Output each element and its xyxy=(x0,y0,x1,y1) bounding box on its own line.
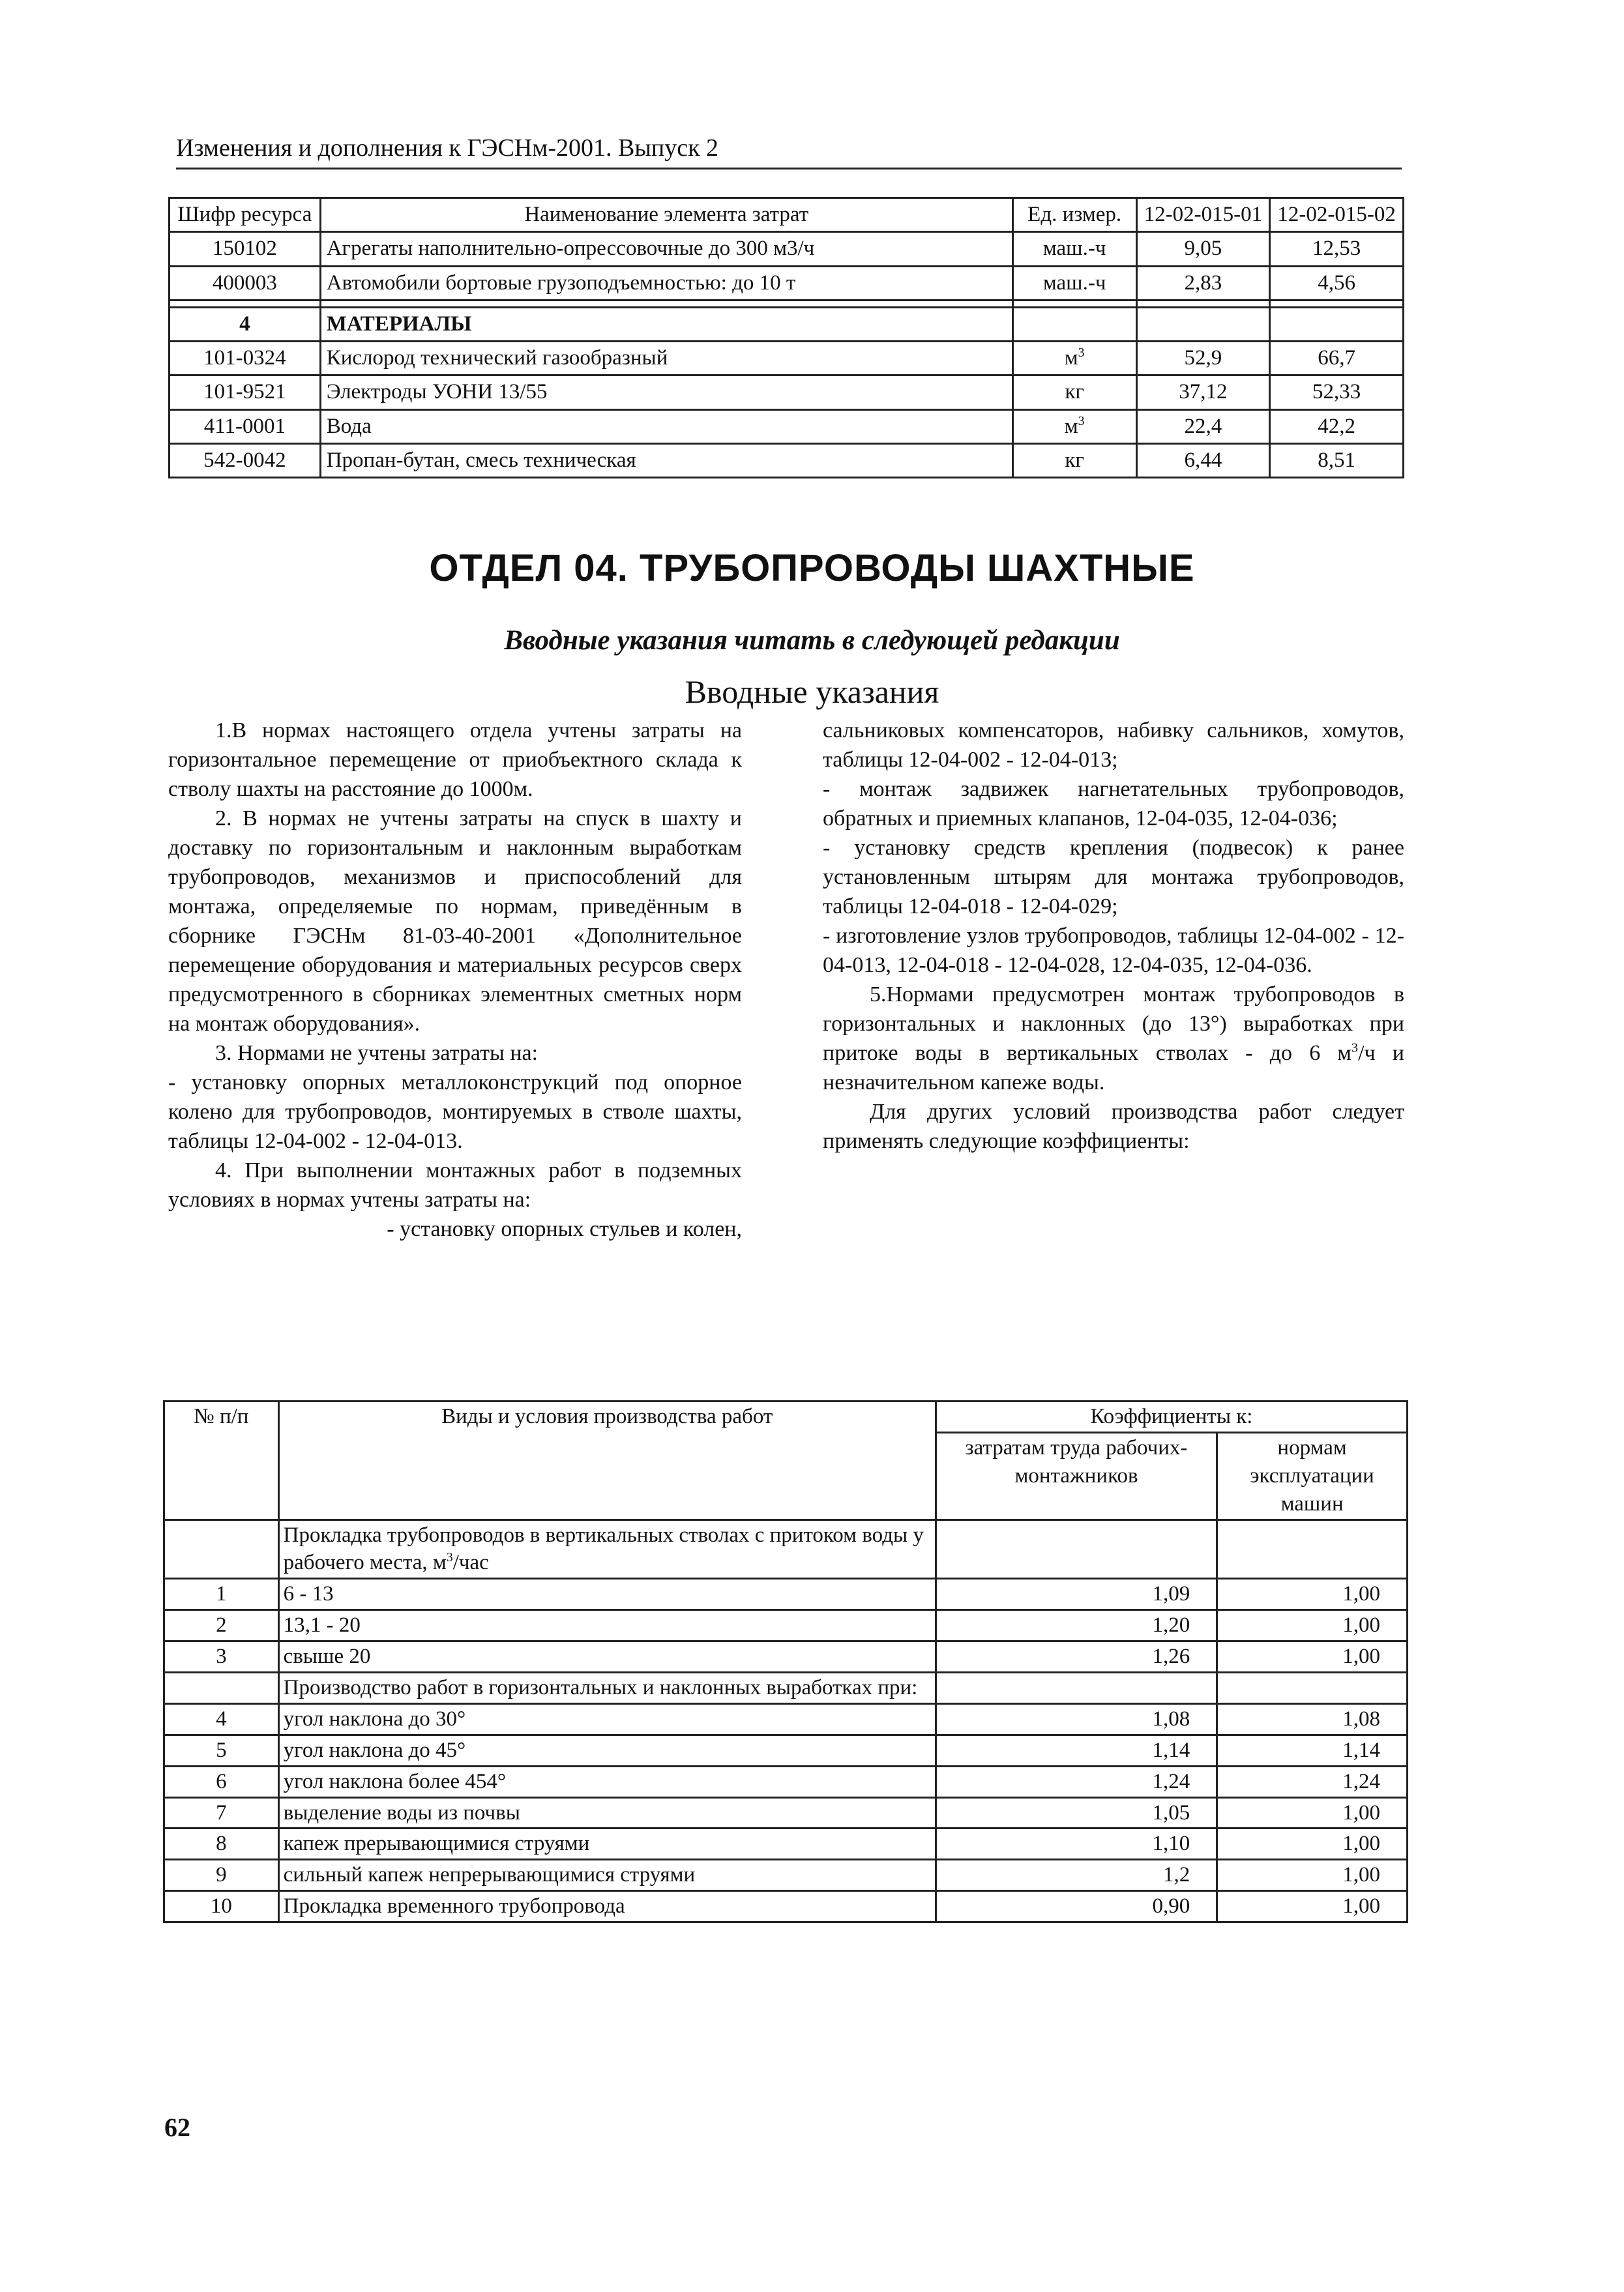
work-condition: капеж прерывающимися струями xyxy=(278,1829,936,1860)
intro-paragraph: - установку средств крепления (подвесок) к ранее установленным штырям для монтажа трубопроводов, таблицы 12-04-018 - 12-04-029; xyxy=(823,836,1404,918)
work-condition: угол наклона до 30° xyxy=(278,1703,936,1735)
materials-group-row xyxy=(170,307,1404,341)
intro-paragraph: - установку опорных стульев и колен, xyxy=(387,1217,742,1241)
intro-paragraph: - изготовление узлов трубопроводов, таблицы 12-04-002 - 12-04-013, 12-04-018 - 12-04-028, 12-04-035, 12-04-036. xyxy=(823,924,1404,977)
unit-text: кг xyxy=(1065,448,1084,472)
resource-code: 542-0042 xyxy=(170,443,321,477)
resource-code: 101-0324 xyxy=(170,342,321,375)
intro-paragraph: 4. При выполнении монтажных работ в подземных условиях в нормах учтены затраты на: xyxy=(168,1158,742,1212)
row-number: 2 xyxy=(164,1610,279,1641)
row-number: 3 xyxy=(164,1641,279,1673)
group1-text: Прокладка трубопроводов в вертикальных стволах с притоком воды у рабочего места, м xyxy=(283,1523,924,1575)
resource-value-a: 37,12 xyxy=(1136,375,1270,409)
labor-coefficient: 0,90 xyxy=(936,1891,1217,1922)
resource-unit: маш.-ч xyxy=(1012,232,1136,266)
labor-coefficient: 1,09 xyxy=(936,1579,1217,1610)
machine-coefficient: 1,00 xyxy=(1217,1891,1408,1922)
resource-unit xyxy=(1012,342,1136,375)
table-row xyxy=(170,375,1404,409)
intro-right-column xyxy=(823,716,1404,1156)
resource-code: 400003 xyxy=(170,266,321,300)
machine-coefficient: 1,08 xyxy=(1217,1703,1408,1735)
table-row xyxy=(164,1891,1408,1922)
row-number: 6 xyxy=(164,1766,279,1797)
labor-coefficient: 1,14 xyxy=(936,1735,1217,1766)
group1-label xyxy=(278,1520,936,1579)
table-row xyxy=(164,1829,1408,1860)
row-number: 5 xyxy=(164,1735,279,1766)
work-condition: сильный капеж непрерывающимися струями xyxy=(278,1860,936,1891)
intro-paragraph-5 xyxy=(823,980,1404,1097)
col-name-header: Наименование элемента затрат xyxy=(320,198,1012,232)
resource-value-b: 4,56 xyxy=(1270,266,1404,300)
resource-value-a: 2,83 xyxy=(1136,266,1270,300)
intro-paragraph: - установку опорных металлоконструкций под опорное колено для трубопроводов, монтируемых в стволе шахты, таблицы 12-04-002 - 12-04-013. xyxy=(168,1070,742,1153)
coef-group-row xyxy=(164,1520,1408,1579)
resource-code: 411-0001 xyxy=(170,409,321,443)
coefficients-table xyxy=(163,1400,1408,1923)
unit-text: кг xyxy=(1065,380,1084,404)
labor-coefficient: 1,26 xyxy=(936,1641,1217,1673)
table-row xyxy=(164,1641,1408,1673)
row-number: 4 xyxy=(164,1703,279,1735)
intro-paragraph: 1.В нормах настоящего отдела учтены затраты на горизонтальное перемещение от приобъектного склада к стволу шахты на расстояние до 1000м. xyxy=(168,718,742,801)
machine-coefficient: 1,00 xyxy=(1217,1641,1408,1673)
work-condition: свыше 20 xyxy=(278,1641,936,1673)
resource-unit: маш.-ч xyxy=(1012,266,1136,300)
row-number: 7 xyxy=(164,1797,279,1829)
coef-group-row xyxy=(164,1673,1408,1704)
resource-value-b: 8,51 xyxy=(1270,443,1404,477)
resource-name: Кислород технический газообразный xyxy=(320,342,1012,375)
work-condition: 13,1 - 20 xyxy=(278,1610,936,1641)
work-condition: угол наклона до 45° xyxy=(278,1735,936,1766)
col-machines-header: нормам эксплуатации машин xyxy=(1217,1432,1408,1520)
work-condition: выделение воды из почвы xyxy=(278,1797,936,1829)
row-number: 9 xyxy=(164,1860,279,1891)
coef-header-row xyxy=(164,1402,1408,1433)
row-number: 8 xyxy=(164,1829,279,1860)
table-row xyxy=(164,1579,1408,1610)
col-kind-header: Виды и условия производства работ xyxy=(278,1402,936,1520)
p5-text-end: /ч и незначительном капеже воды. xyxy=(823,1041,1404,1095)
machine-coefficient: 1,00 xyxy=(1217,1610,1408,1641)
labor-coefficient: 1,08 xyxy=(936,1703,1217,1735)
labor-coefficient: 1,10 xyxy=(936,1829,1217,1860)
row-number: 1 xyxy=(164,1579,279,1610)
unit-text: м xyxy=(1064,414,1078,438)
resource-value-b: 12,53 xyxy=(1270,232,1404,266)
resource-unit xyxy=(1012,375,1136,409)
unit-text: м xyxy=(1064,346,1078,370)
labor-coefficient: 1,24 xyxy=(936,1766,1217,1797)
group1-sup: 3 xyxy=(446,1550,453,1565)
resource-value-b: 52,33 xyxy=(1270,375,1404,409)
section-title: ОТДЕЛ 04. ТРУБОПРОВОДЫ ШАХТНЫЕ xyxy=(429,547,1195,589)
resource-name: Пропан-бутан, смесь техническая xyxy=(320,443,1012,477)
table-row xyxy=(170,266,1404,300)
col-b-header: 12-02-015-02 xyxy=(1270,198,1404,232)
unit-sup: 3 xyxy=(1078,345,1085,360)
table-row xyxy=(170,409,1404,443)
table-row xyxy=(170,443,1404,477)
page-number: 62 xyxy=(164,2113,190,2142)
table-row xyxy=(170,342,1404,375)
resources-header-row xyxy=(170,198,1404,232)
machine-coefficient: 1,14 xyxy=(1217,1735,1408,1766)
table-row xyxy=(164,1703,1408,1735)
col-labor-header: затратам труда рабочих-монтажников xyxy=(936,1432,1217,1520)
machine-coefficient: 1,00 xyxy=(1217,1829,1408,1860)
intro-paragraph: сальниковых компенсаторов, набивку сальников, хомутов, таблицы 12-04-002 - 12-04-013; xyxy=(823,718,1404,772)
labor-coefficient: 1,05 xyxy=(936,1797,1217,1829)
materials-label: МАТЕРИАЛЫ xyxy=(320,307,1012,341)
row-number: 10 xyxy=(164,1891,279,1922)
resource-name: Вода xyxy=(320,409,1012,443)
machine-coefficient: 1,00 xyxy=(1217,1860,1408,1891)
table-row xyxy=(164,1860,1408,1891)
intro-paragraph: Для других условий производства работ следует применять следующие коэффициенты: xyxy=(823,1100,1404,1153)
col-unit-header: Ед. измер. xyxy=(1012,198,1136,232)
intro-paragraph: - монтаж задвижек нагнетательных трубопроводов, обратных и приемных клапанов, 12-04-035, 12-04-036; xyxy=(823,777,1404,830)
group1-text-end: /час xyxy=(452,1551,489,1575)
col-num-header: № п/п xyxy=(164,1402,279,1520)
resource-value-a: 52,9 xyxy=(1136,342,1270,375)
resource-unit xyxy=(1012,409,1136,443)
intro-paragraph: 3. Нормами не учтены затраты на: xyxy=(215,1041,539,1065)
resource-value-a: 9,05 xyxy=(1136,232,1270,266)
intro-left-column xyxy=(168,716,742,1244)
unit-sup: 3 xyxy=(1078,413,1085,428)
machine-coefficient: 1,00 xyxy=(1217,1797,1408,1829)
col-coef-header: Коэффициенты к: xyxy=(936,1402,1407,1433)
labor-coefficient: 1,20 xyxy=(936,1610,1217,1641)
group2-label: Производство работ в горизонтальных и наклонных выработках при: xyxy=(278,1673,936,1704)
machine-coefficient: 1,00 xyxy=(1217,1579,1408,1610)
resource-value-b: 42,2 xyxy=(1270,409,1404,443)
running-header: Изменения и дополнения к ГЭСНм-2001. Выпуск 2 xyxy=(176,134,1402,169)
table-row xyxy=(164,1735,1408,1766)
resource-value-a: 22,4 xyxy=(1136,409,1270,443)
machine-coefficient: 1,24 xyxy=(1217,1766,1408,1797)
resources-table xyxy=(168,197,1404,478)
col-a-header: 12-02-015-01 xyxy=(1136,198,1270,232)
work-condition: угол наклона более 454° xyxy=(278,1766,936,1797)
resource-value-a: 6,44 xyxy=(1136,443,1270,477)
work-condition: 6 - 13 xyxy=(278,1579,936,1610)
materials-code: 4 xyxy=(170,307,321,341)
table-row xyxy=(170,232,1404,266)
resource-code: 101-9521 xyxy=(170,375,321,409)
labor-coefficient: 1,2 xyxy=(936,1860,1217,1891)
p5-text: 5.Нормами предусмотрен монтаж трубопроводов в горизонтальных и наклонных (до 13°) выработках при притоке воды в вертикальных стволах - до 6 м xyxy=(823,982,1404,1065)
resource-name: Агрегаты наполнительно-опрессовочные до 300 м3/ч xyxy=(320,232,1012,266)
resource-unit xyxy=(1012,443,1136,477)
table-row xyxy=(164,1797,1408,1829)
table-row xyxy=(164,1610,1408,1641)
resource-name: Автомобили бортовые грузоподъемностью: до 10 т xyxy=(320,266,1012,300)
section-subtitle: Вводные указания читать в следующей редакции xyxy=(504,625,1120,656)
resource-name: Электроды УОНИ 13/55 xyxy=(320,375,1012,409)
resource-code: 150102 xyxy=(170,232,321,266)
p5-sup: 3 xyxy=(1351,1040,1359,1055)
col-code-header: Шифр ресурса xyxy=(170,198,321,232)
resource-value-b: 66,7 xyxy=(1270,342,1404,375)
intro-heading: Вводные указания xyxy=(685,673,939,710)
work-condition: Прокладка временного трубопровода xyxy=(278,1891,936,1922)
intro-paragraph: 2. В нормах не учтены затраты на спуск в шахту и доставку по горизонтальным и наклонным выработкам трубопроводов, механизмов и приспособлений для монтажа, определяемые по нормам, приведённым в сборнике ГЭСНм 81-03-40-2001 «Дополнительное перемещение оборудования и материальных ресурсов сверх предусмотренного в сборниках элементных сметных норм на монтаж оборудования». xyxy=(168,806,742,1036)
table-row xyxy=(164,1766,1408,1797)
